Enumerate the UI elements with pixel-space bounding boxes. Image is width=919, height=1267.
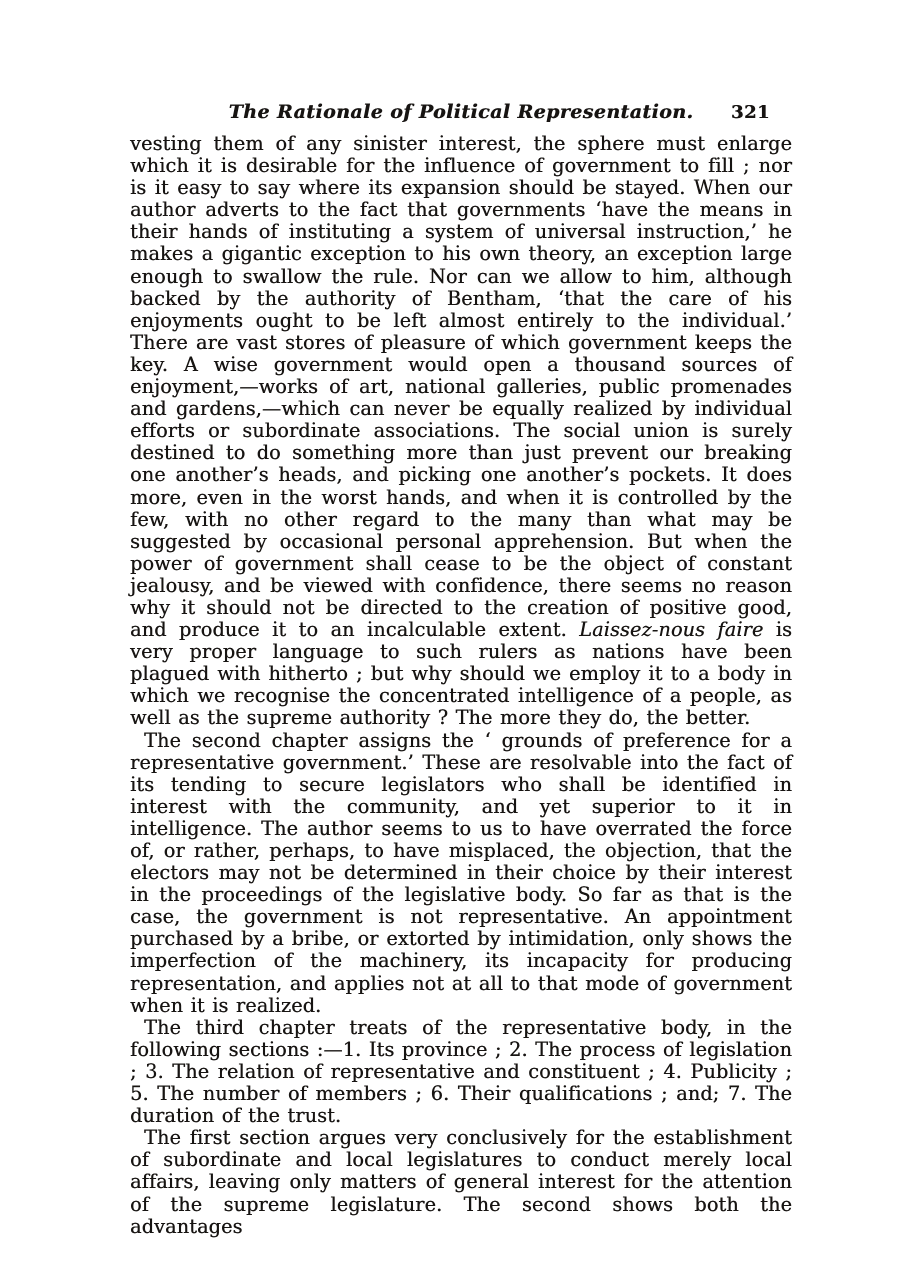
text-segment: The second chapter assigns the ‘ grounds of preference for a representative government.’ These are resolvable into the fact of its tending to secure legislators who shall be identified in interest with the community, and yet superior to it in intelligence. The author seems to us to have overrated the force of, or rather, perhaps, to have misplaced, the objection, that the electors may not be determined in their choice by their interest in the proceedings of the legislative body. So far as that is the case, the government is not representative. An appointment purchased by a bribe, or extorted by intimidation, only shows the imperfection of the machinery, its incapacity for producing representation, and applies not at all to that mode of government when it is realized. <box>130 728 792 1017</box>
page-number: 321 <box>730 102 770 123</box>
text-segment: The first section argues very conclusively for the establishment of subordinate and local legislatures to conduct merely local affairs, leaving only matters of general interest for the attention of the supreme legislature. The second shows both the advantages <box>130 1126 792 1238</box>
italic-phrase: Laissez-nous faire <box>579 618 764 642</box>
page-body <box>130 133 792 1238</box>
paragraph <box>130 133 792 730</box>
paragraph <box>130 1017 792 1127</box>
text-segment: is very proper language to such rulers as nations have been plagued with hitherto ; but why should we employ it to a body in which we recognise the concentrated intelligence of a people, as well as the supreme authority ? The more they do, the better. <box>130 618 792 730</box>
text-segment: The third chapter treats of the representative body, in the following sections :—1. Its province ; 2. The process of legislation ; 3. The relation of representative and constituent ; 4. Publicity ; 5. The number of members ; 6. Their qualifications ; and; 7. The duration of the trust. <box>130 1015 792 1128</box>
paragraph <box>130 730 792 1017</box>
paragraph <box>130 1127 792 1237</box>
page-title: The Rationale of Political Representation. <box>228 101 694 123</box>
running-header <box>130 101 792 127</box>
text-segment: vesting them of any sinister interest, the sphere must enlarge which it is desirable for the influence of government to fill ; nor is it easy to say where its expansion should be stayed. When our author adverts to the fact that governments ‘have the means in their hands of instituting a system of universal instruction,’ he makes a gigantic exception to his own theory, an exception large enough to swallow the rule. Nor can we allow to him, although backed by the authority of Bentham, ‘that the care of his enjoyments ought to be left almost entirely to the individual.’ There are vast stores of pleasure of which government keeps the key. A wise government would open a thousand sources of enjoyment,—works of art, national galleries, public promenades and gardens,—which can never be equally realized by individual efforts or subordinate associations. The social union is surely destined to do something more than just prevent our breaking one another’s heads, and picking one another’s pockets. It does more, even in the worst hands, and when it is controlled by the few, with no other regard to the many than what may be suggested by occasional personal apprehension. But when the power of government shall cease to be the object of constant jealousy, and be viewed with confidence, there seems no reason why it should not be directed to the creation of positive good, and produce it to an incalculable extent. <box>130 132 792 642</box>
